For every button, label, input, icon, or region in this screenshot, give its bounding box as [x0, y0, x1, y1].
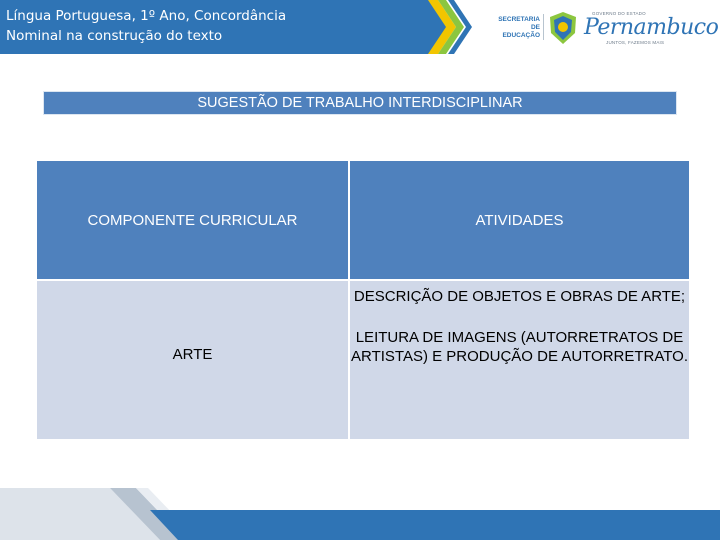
table-header-activities [350, 161, 689, 279]
activity-item: LEITURA DE IMAGENS (AUTORRETRATOS DE ARTISTAS) E PRODUÇÃO DE AUTORRETRATO. [351, 329, 688, 365]
secretaria-label [496, 16, 540, 40]
brand-logo: Pernambuco [584, 15, 719, 40]
lesson-title-line-1: Língua Portuguesa, 1º Ano, Concordância [6, 8, 287, 24]
component-name: ARTE [172, 345, 213, 363]
table-header-activities-label: ATIVIDADES [475, 211, 564, 229]
table-header-component [37, 161, 348, 279]
activity-item: DESCRIÇÃO DE OBJETOS E OBRAS DE ARTE; [353, 288, 686, 305]
footer-decoration [0, 488, 720, 540]
section-title-bar: SUGESTÃO DE TRABALHO INTERDISCIPLINAR [43, 91, 677, 115]
brand-tagline: JUNTOS, FAZEMOS MAIS [606, 40, 665, 45]
interdisciplinary-table [37, 161, 689, 439]
secretaria-line-1: SECRETARIA [498, 16, 540, 23]
header-banner [0, 0, 720, 54]
header-title-band [0, 0, 430, 54]
table-cell-component [37, 281, 348, 439]
lesson-title [6, 6, 286, 46]
chevron-stripes-icon [410, 0, 490, 54]
table-cell-activities [350, 281, 689, 439]
logo-divider [543, 14, 544, 40]
table-header-component-label: COMPONENTE CURRICULAR [87, 211, 298, 229]
state-seal-icon [548, 11, 578, 45]
brand-government-label: GOVERNO DO ESTADO [592, 11, 646, 16]
lesson-title-line-2: Nominal na construção do texto [6, 28, 223, 44]
secretaria-line-2: DE EDUCAÇÃO [502, 24, 540, 39]
